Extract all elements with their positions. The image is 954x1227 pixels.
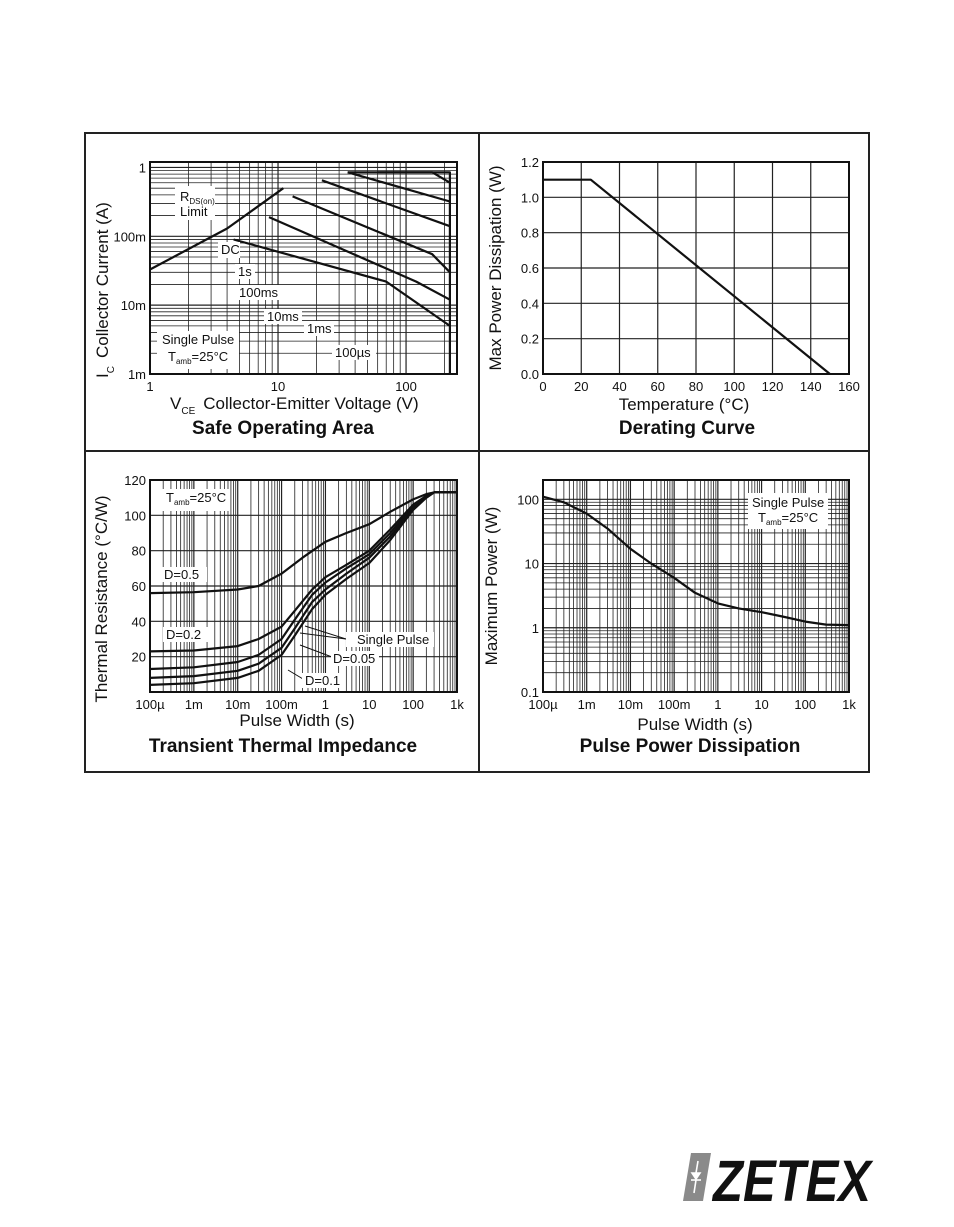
thermal-ytick-2: 60	[131, 579, 146, 594]
derating-xtick-7: 140	[799, 379, 822, 394]
pulse-xtick-5: 10	[754, 697, 769, 712]
soa-tamb-label: $T_{amb}=25^\circ C$	[168, 349, 229, 366]
thermal-ytick-0: 20	[131, 649, 146, 665]
thermal-xtick-2: 10m	[225, 697, 251, 712]
soa-1s-label: 1s	[238, 264, 252, 279]
pulse-xtick-7: 1k	[842, 697, 856, 712]
thermal-single-label: Single Pulse	[357, 632, 430, 647]
thermal-xtick-6: 100	[402, 697, 424, 712]
thermal-ylabel: Thermal Resistance (°C/W)	[92, 495, 111, 703]
thermal-xtick-4: 1	[321, 697, 330, 712]
soa-ytick-3: 1m	[127, 367, 146, 382]
pulse-xtick-3: 100m	[657, 697, 691, 712]
soa-xlabel: $V_{CE}$ Collector-Emitter Voltage (V)	[170, 394, 419, 417]
derating-ytick-6: 1.2	[520, 155, 539, 170]
thermal-xtick-5: 10	[362, 697, 377, 712]
pulse-xtick-4: 1	[714, 697, 722, 712]
derating-xtick-3: 60	[650, 379, 665, 394]
derating-ytick-2: 0.4	[520, 296, 539, 312]
pulse-xtick-1: 1m	[577, 697, 596, 712]
derating-xlabel: Temperature (°C)	[618, 395, 750, 414]
derating-ytick-5: 1.0	[520, 190, 539, 206]
soa-title: Safe Operating Area	[192, 418, 374, 439]
derating-ytick-3: 0.6	[520, 261, 539, 276]
thermal-tamb-label: $T_{amb}=25^\circ C$	[166, 490, 227, 507]
derating-xtick-6: 120	[761, 379, 784, 394]
pulse-xtick-0: 100µ	[528, 697, 558, 712]
pulse-single-label: Single Pulse	[752, 495, 825, 510]
soa-ytick-2: 10m	[120, 298, 146, 314]
thermal-xtick-0: 100µ	[135, 697, 165, 712]
pulse-xtick-6: 100	[794, 697, 817, 712]
thermal-xtick-1: 1m	[184, 697, 203, 712]
soa-single-pulse-label: Single Pulse	[162, 332, 235, 347]
pulse-xlabel: Pulse Width (s)	[637, 715, 753, 734]
pulse-tamb-label: $T_{amb}=25^\circ C$	[758, 510, 819, 527]
derating-xtick-2: 40	[612, 379, 627, 394]
pulse-ylabel: Maximum Power (W)	[482, 506, 501, 666]
derating-ytick-4: 0.8	[520, 225, 539, 241]
thermal-ytick-5: 120	[124, 473, 146, 488]
thermal-title: Transient Thermal Impedance	[148, 736, 418, 757]
thermal-d01-label: D=0.1	[305, 673, 341, 688]
soa-ylabel: $I_CCollector$ Current (A)	[93, 202, 117, 378]
thermal-ytick-1: 40	[131, 614, 146, 630]
derating-ylabel: Max Power Dissipation (W)	[486, 165, 505, 371]
derating-xtick-5: 100	[723, 379, 746, 394]
derating-ytick-1: 0.2	[520, 331, 539, 347]
thermal-xtick-3: 100m	[265, 697, 298, 712]
soa-10ms-label: 10ms	[267, 309, 299, 324]
soa-rds-label: $R_{DS(on)}$	[180, 189, 215, 206]
derating-xtick-1: 20	[574, 379, 589, 394]
pulse-ytick-1: 1	[531, 620, 539, 636]
thermal-d005-label: D=0.05	[333, 651, 376, 666]
thermal-d02-label: D=0.2	[166, 627, 202, 642]
soa-xtick-0: 1	[146, 379, 154, 394]
derating-xtick-8: 160	[838, 379, 860, 394]
thermal-ytick-4: 100	[124, 508, 146, 524]
soa-100ms-label: 100ms	[239, 285, 279, 300]
soa-xtick-1: 10	[270, 379, 286, 394]
soa-dc-label: DC	[221, 242, 240, 257]
soa-rds-limit-label: Limit	[180, 204, 208, 219]
thermal-xlabel: Pulse Width (s)	[239, 711, 355, 730]
pulse-title: Pulse Power Dissipation	[579, 736, 801, 757]
soa-100us-label: 100µs	[335, 345, 371, 360]
soa-ytick-1: 100m	[113, 229, 146, 245]
derating-xtick-4: 80	[688, 379, 704, 394]
derating-ytick-0: 0.0	[520, 367, 539, 382]
derating-title: Derating Curve	[618, 418, 756, 439]
pulse-ytick-2: 10	[524, 556, 539, 572]
pulse-ytick-0: 0.1	[520, 685, 539, 700]
thermal-ytick-3: 80	[131, 543, 146, 559]
soa-1ms-label: 1ms	[307, 321, 332, 336]
pulse-ytick-3: 100	[517, 492, 539, 508]
pulse-xtick-2: 10m	[617, 697, 644, 712]
pulse-annotations	[748, 493, 828, 529]
soa-xtick-2: 100	[395, 379, 417, 394]
thermal-xtick-7: 1k	[450, 697, 464, 712]
derating-xtick-0: 0	[539, 379, 547, 394]
zetex-logo	[683, 1147, 874, 1214]
zetex-logo-text: ZETEX	[711, 1149, 874, 1214]
soa-ytick-0: 1	[138, 160, 146, 176]
thermal-d05-label: D=0.5	[164, 567, 200, 582]
